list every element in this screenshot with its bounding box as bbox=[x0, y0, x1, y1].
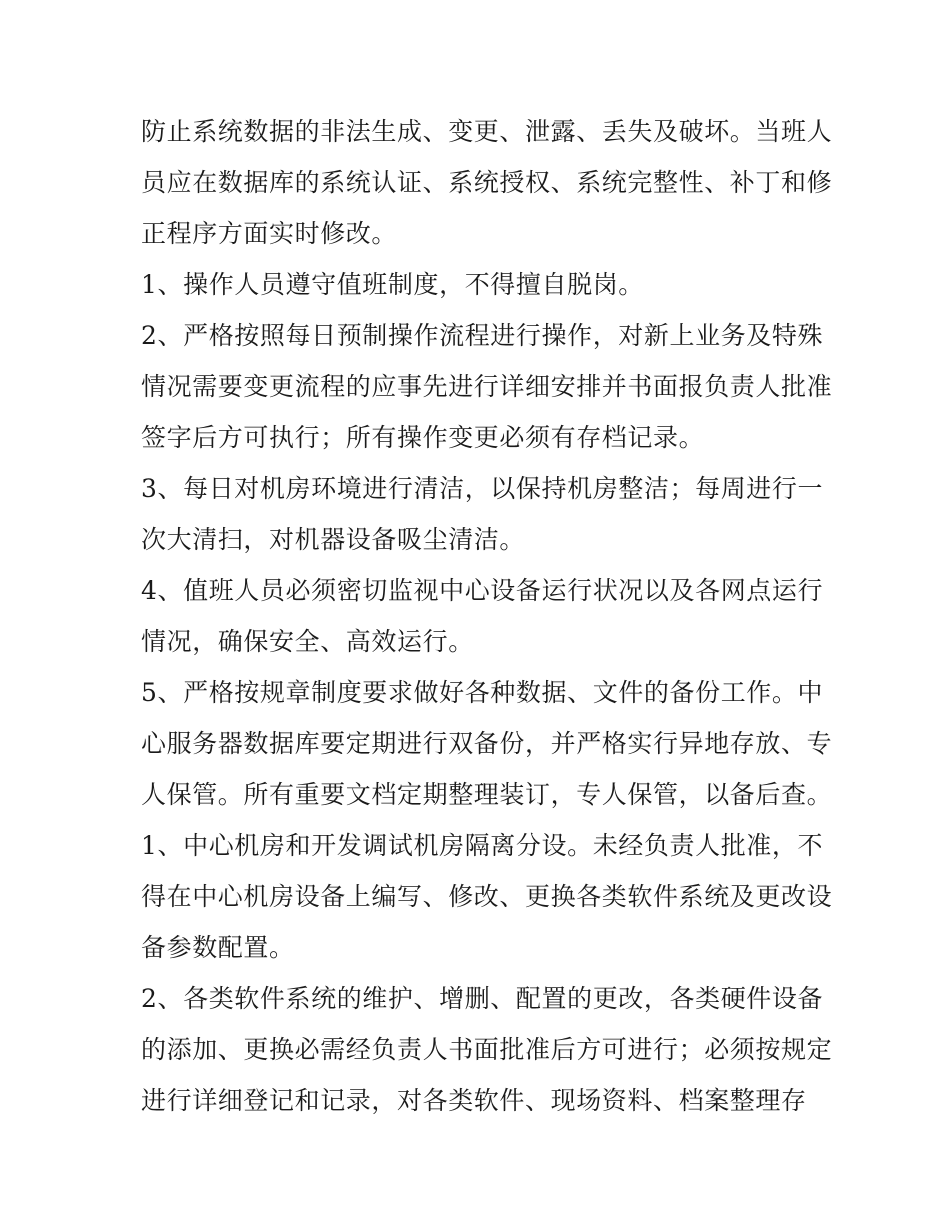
text-line: 签字后方可执行；所有操作变更必须有存档记录。 bbox=[141, 423, 705, 452]
text-line: 得在中心机房设备上编写、修改、更换各类软件系统及更改设 bbox=[141, 882, 833, 911]
text-line: 心服务器数据库要定期进行双备份，并严格实行异地存放、专 bbox=[141, 729, 833, 758]
text-line: 1、中心机房和开发调试机房隔离分设。未经负责人批准，不 bbox=[141, 831, 824, 860]
text-line: 防止系统数据的非法生成、变更、泄露、丢失及破坏。当班人 bbox=[141, 117, 833, 146]
text-line: 员应在数据库的系统认证、系统授权、系统完整性、补丁和修 bbox=[141, 168, 833, 197]
text-line: 备参数配置。 bbox=[141, 933, 295, 962]
text-line: 人保管。所有重要文档定期整理装订，专人保管，以备后查。 bbox=[141, 780, 833, 809]
text-line: 2、严格按照每日预制操作流程进行操作，对新上业务及特殊 bbox=[141, 321, 824, 350]
text-line: 进行详细登记和记录，对各类软件、现场资料、档案整理存 bbox=[141, 1086, 807, 1115]
text-line: 3、每日对机房环境进行清洁，以保持机房整洁；每周进行一 bbox=[141, 474, 824, 503]
text-line: 情况，确保安全、高效运行。 bbox=[141, 627, 474, 656]
text-line: 次大清扫，对机器设备吸尘清洁。 bbox=[141, 525, 526, 554]
text-line: 的添加、更换必需经负责人书面批准后方可进行；必须按规定 bbox=[141, 1035, 833, 1064]
text-line: 情况需要变更流程的应事先进行详细安排并书面报负责人批准 bbox=[141, 372, 833, 401]
text-line: 2、各类软件系统的维护、增删、配置的更改，各类硬件设备 bbox=[141, 984, 824, 1013]
text-line: 5、严格按规章制度要求做好各种数据、文件的备份工作。中 bbox=[141, 678, 824, 707]
text-line: 1、操作人员遵守值班制度，不得擅自脱岗。 bbox=[141, 270, 644, 299]
text-line: 正程序方面实时修改。 bbox=[141, 219, 398, 248]
text-line: 4、值班人员必须密切监视中心设备运行状况以及各网点运行 bbox=[141, 576, 824, 605]
document-body bbox=[141, 106, 831, 1126]
